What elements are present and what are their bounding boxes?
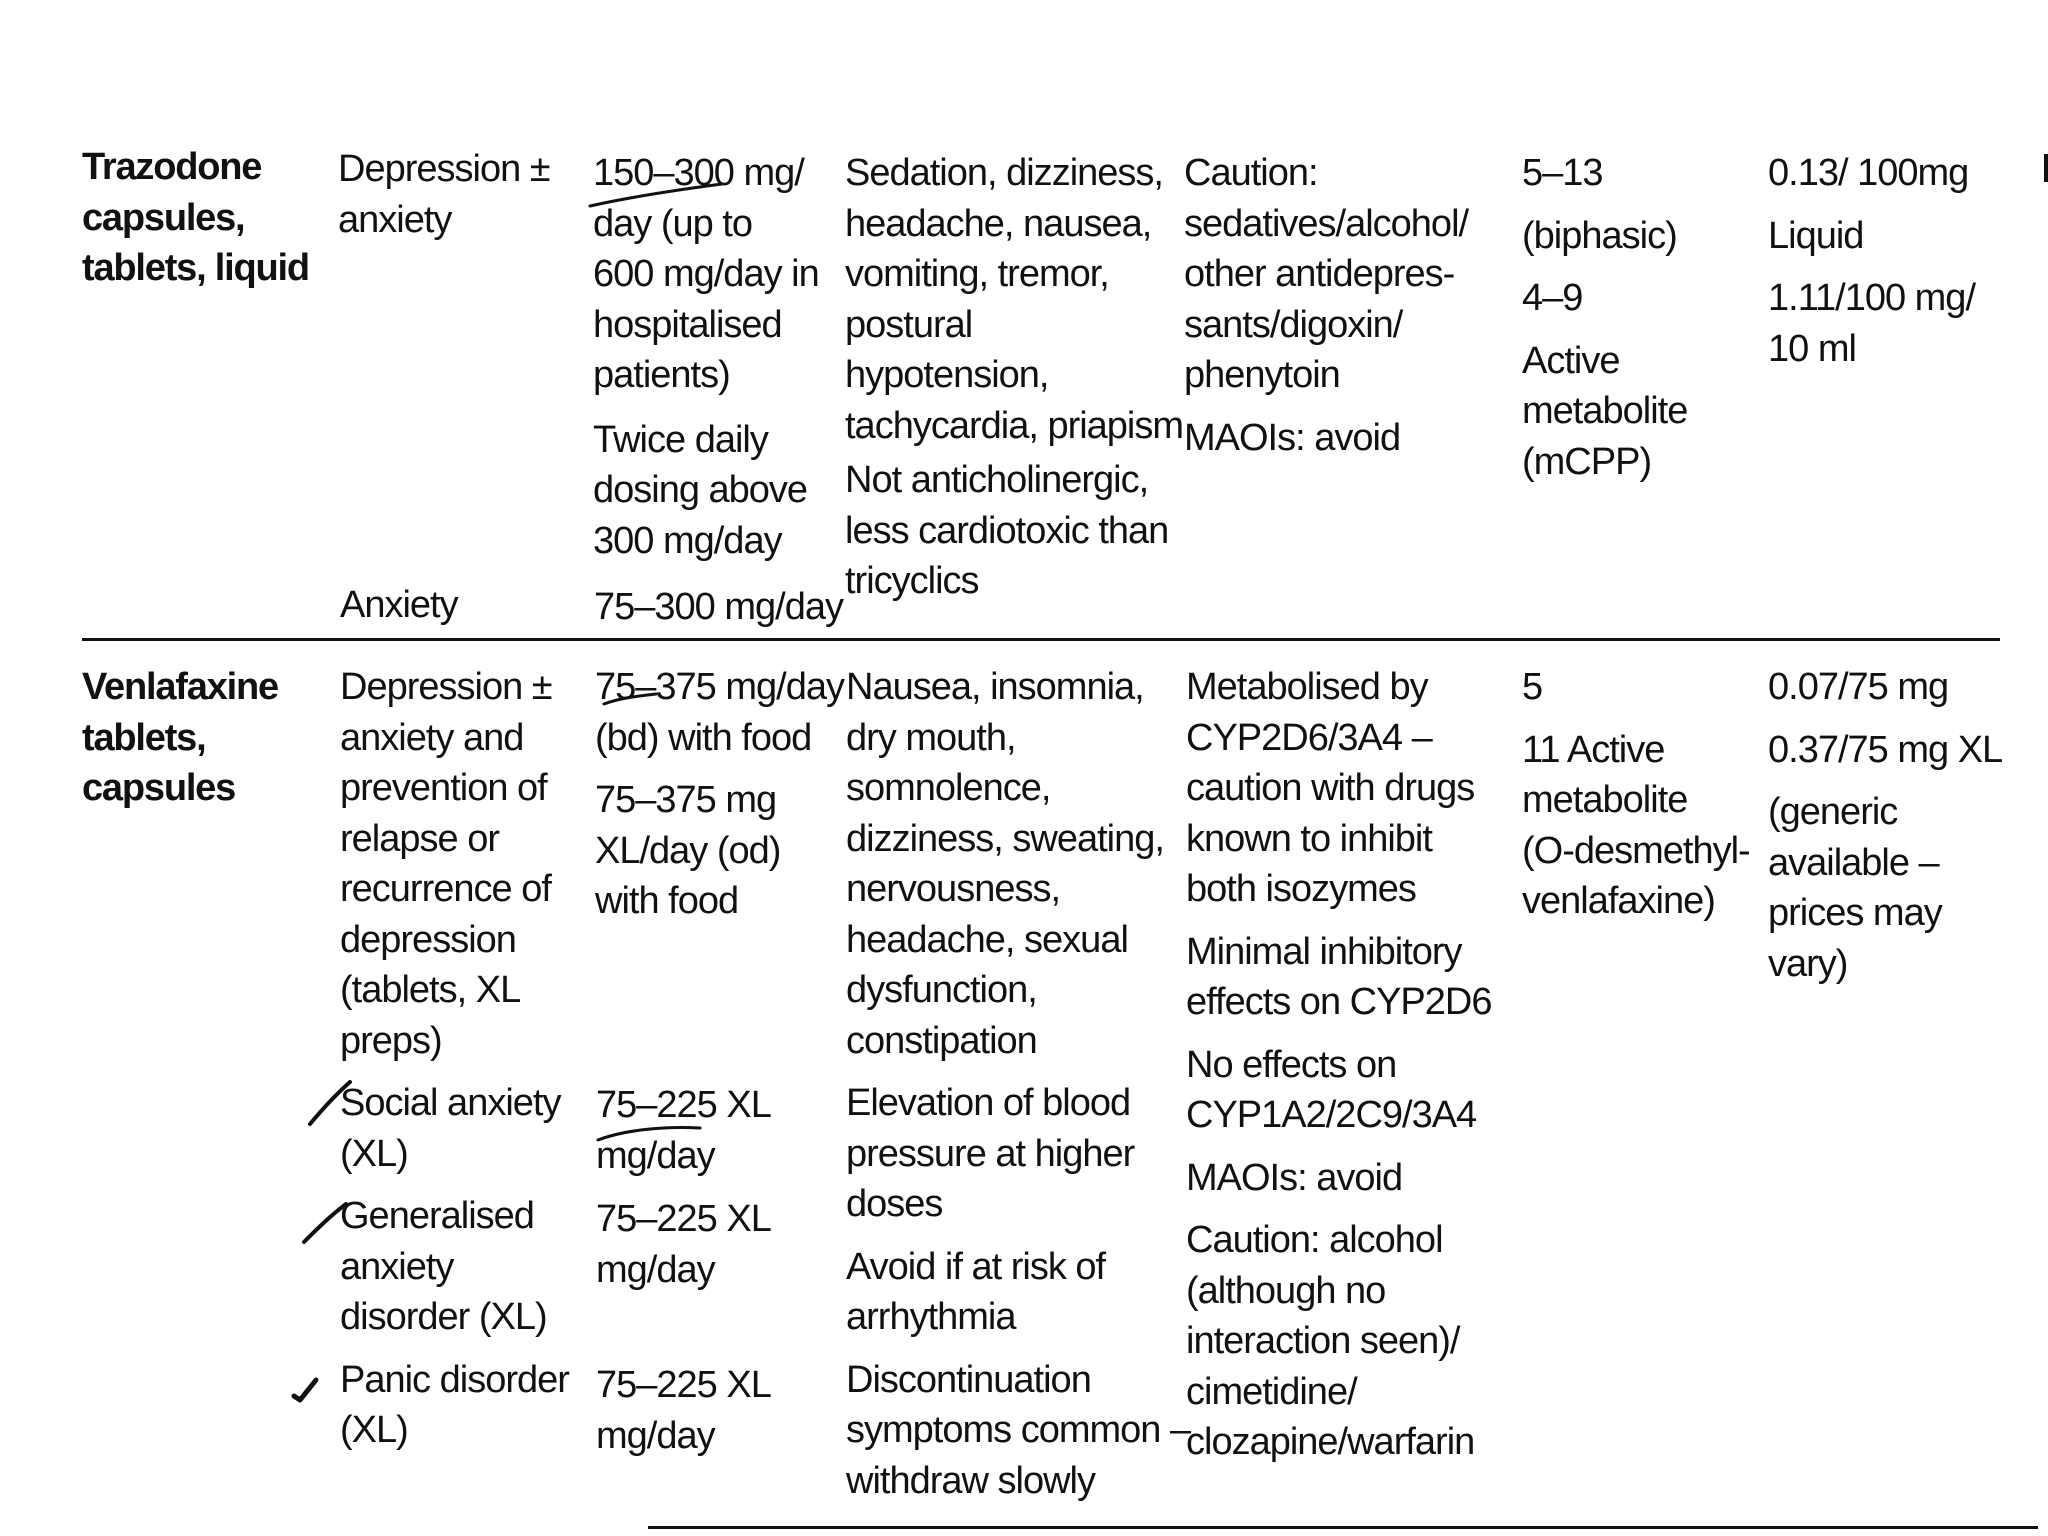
indication-line: Depression ± bbox=[340, 666, 552, 708]
drug-line: tablets, liquid bbox=[82, 247, 309, 289]
side-effect-line: Nausea, insomnia, bbox=[846, 666, 1144, 708]
indication-line: Anxiety bbox=[340, 584, 458, 626]
handwritten-overline-mgday bbox=[594, 1124, 704, 1144]
side-effect-line: arrhythmia bbox=[846, 1296, 1016, 1338]
handwritten-overline-bd bbox=[600, 692, 660, 708]
indication-line: anxiety and bbox=[340, 716, 524, 759]
dose-line: 75–225 XL bbox=[596, 1198, 771, 1240]
interaction-line: CYP2D6/3A4 – bbox=[1186, 716, 1432, 759]
half-life-line: venlafaxine) bbox=[1522, 880, 1715, 922]
indication-line: (XL) bbox=[340, 1409, 408, 1451]
indication-anxiety bbox=[340, 580, 458, 631]
cost-line: available – bbox=[1768, 841, 1939, 884]
drug-line: capsules bbox=[82, 767, 236, 809]
dose-anxiety bbox=[594, 582, 843, 633]
side-effect-line: somnolence, bbox=[846, 767, 1051, 809]
cost-line: 0.37/75 mg XL bbox=[1768, 728, 2003, 771]
indication-line: Generalised bbox=[340, 1195, 534, 1237]
half-life-cell bbox=[1522, 662, 1750, 927]
side-effect-line: tachycardia, priapism bbox=[845, 404, 1184, 447]
dose-line: patients) bbox=[593, 354, 730, 396]
interaction-line: interaction seen)/ bbox=[1186, 1320, 1460, 1362]
indication-cell bbox=[340, 662, 569, 1456]
indication-line: recurrence of bbox=[340, 868, 551, 910]
interaction-line: effects on CYP2D6 bbox=[1186, 981, 1492, 1023]
side-effect-line: Discontinuation bbox=[846, 1358, 1091, 1401]
side-effect-line: Elevation of blood bbox=[846, 1082, 1131, 1124]
table-bottom-rule bbox=[648, 1526, 2038, 1529]
side-effect-line: Not anticholinergic, bbox=[845, 459, 1149, 501]
half-life-line: metabolite bbox=[1522, 779, 1688, 821]
side-effect-line: constipation bbox=[846, 1019, 1037, 1062]
indication-line: relapse or bbox=[340, 817, 499, 860]
side-effect-line: postural bbox=[845, 303, 973, 346]
indication-line: Social anxiety bbox=[340, 1082, 561, 1124]
side-effect-line: vomiting, tremor, bbox=[845, 253, 1109, 295]
dose-panic-disorder bbox=[596, 1360, 771, 1461]
drug-name-venlafaxine bbox=[82, 662, 278, 814]
tick-mark-panic-disorder bbox=[290, 1374, 320, 1404]
dose-cell bbox=[593, 148, 819, 566]
row-divider bbox=[82, 638, 2000, 641]
cost-cell bbox=[1768, 148, 1975, 374]
indication-line: (XL) bbox=[340, 1132, 408, 1175]
dose-line: hospitalised bbox=[593, 303, 782, 346]
indication-line: anxiety bbox=[338, 198, 452, 241]
dose-line: Twice daily bbox=[593, 418, 768, 461]
side-effect-line: symptoms common – bbox=[846, 1409, 1191, 1451]
half-life-line: 11 Active bbox=[1522, 728, 1665, 771]
interaction-line: Caution: bbox=[1184, 152, 1318, 194]
dose-line: 75–225 XL bbox=[596, 1364, 771, 1406]
interaction-line: cimetidine/ bbox=[1186, 1370, 1357, 1413]
interaction-line: phenytoin bbox=[1184, 354, 1340, 396]
indication-line: Depression ± bbox=[338, 148, 550, 190]
side-effect-line: less cardiotoxic than bbox=[845, 509, 1169, 552]
dose-line: (bd) with food bbox=[595, 716, 812, 759]
cost-line: (generic bbox=[1768, 791, 1898, 833]
interaction-line: known to inhibit bbox=[1186, 817, 1432, 860]
dose-line: 75–375 mg bbox=[595, 779, 777, 821]
half-life-line: metabolite bbox=[1522, 390, 1688, 432]
dose-line: mg/day bbox=[596, 1134, 715, 1177]
cost-line: vary) bbox=[1768, 942, 1848, 985]
interaction-line: caution with drugs bbox=[1186, 767, 1475, 809]
side-effect-line: doses bbox=[846, 1183, 943, 1225]
side-effect-line: Avoid if at risk of bbox=[846, 1245, 1106, 1288]
interactions-cell bbox=[1184, 148, 1468, 463]
interaction-line: CYP1A2/2C9/3A4 bbox=[1186, 1094, 1477, 1136]
interaction-line: other antidepres- bbox=[1184, 253, 1455, 295]
interaction-line: both isozymes bbox=[1186, 868, 1416, 910]
dose-line: mg/day bbox=[596, 1248, 715, 1291]
indication-line: prevention of bbox=[340, 767, 547, 809]
dose-generalised-anxiety bbox=[596, 1194, 771, 1295]
interaction-line: Caution: alcohol bbox=[1186, 1219, 1443, 1261]
half-life-line: (mCPP) bbox=[1522, 440, 1652, 483]
indication-line: disorder (XL) bbox=[340, 1296, 547, 1338]
drug-line: tablets, bbox=[82, 716, 206, 759]
interaction-line: Minimal inhibitory bbox=[1186, 930, 1462, 973]
half-life-line: 5–13 bbox=[1522, 152, 1603, 194]
cost-line: 0.13/ 100mg bbox=[1768, 152, 1969, 194]
cost-line: 10 ml bbox=[1768, 327, 1856, 370]
half-life-line: Active bbox=[1522, 339, 1620, 382]
drug-line: Venlafaxine bbox=[82, 666, 278, 708]
drug-line: Trazodone bbox=[82, 146, 262, 188]
cost-line: Liquid bbox=[1768, 214, 1864, 257]
side-effect-line: dry mouth, bbox=[846, 716, 1016, 759]
indication-line: depression bbox=[340, 918, 516, 961]
side-effect-line: Sedation, dizziness, bbox=[845, 152, 1163, 194]
side-effect-line: tricyclics bbox=[845, 560, 979, 602]
dose-line: XL/day (od) bbox=[595, 829, 781, 872]
interaction-line: No effects on bbox=[1186, 1043, 1397, 1086]
side-effect-line: dizziness, sweating, bbox=[846, 817, 1164, 860]
side-effect-line: withdraw slowly bbox=[846, 1459, 1095, 1502]
half-life-line: 4–9 bbox=[1522, 277, 1583, 319]
interactions-cell bbox=[1186, 662, 1491, 1468]
half-life-cell bbox=[1522, 148, 1687, 487]
edge-mark bbox=[2044, 154, 2048, 182]
interaction-line: sants/digoxin/ bbox=[1184, 303, 1403, 346]
side-effects-cell bbox=[846, 662, 1190, 1506]
side-effect-line: hypotension, bbox=[845, 354, 1049, 396]
interaction-line: MAOIs: avoid bbox=[1184, 416, 1401, 459]
side-effect-line: dysfunction, bbox=[846, 969, 1037, 1011]
indication-cell bbox=[338, 144, 550, 245]
indication-line: Panic disorder bbox=[340, 1358, 569, 1401]
dose-line: 75–375 mg/day bbox=[595, 666, 844, 708]
interaction-line: sedatives/alcohol/ bbox=[1184, 202, 1469, 245]
handwritten-underline-day bbox=[586, 180, 726, 210]
side-effect-line: headache, sexual bbox=[846, 918, 1128, 961]
dose-line: with food bbox=[595, 880, 739, 922]
half-life-line: (biphasic) bbox=[1522, 214, 1677, 257]
interaction-line: clozapine/warfarin bbox=[1186, 1421, 1475, 1463]
dose-line: mg/day bbox=[596, 1414, 715, 1457]
half-life-line: (O-desmethyl- bbox=[1522, 829, 1750, 872]
dose-line: 150–300 mg/ bbox=[593, 152, 804, 194]
interaction-line: Metabolised by bbox=[1186, 666, 1428, 708]
cost-line: 0.07/75 mg bbox=[1768, 666, 1949, 708]
cost-line: prices may bbox=[1768, 892, 1942, 934]
tick-mark-social-anxiety bbox=[306, 1078, 354, 1128]
interaction-line: MAOIs: avoid bbox=[1186, 1156, 1403, 1199]
cost-line: 1.11/100 mg/ bbox=[1768, 277, 1976, 319]
interaction-line: (although no bbox=[1186, 1269, 1386, 1312]
dose-line: 75–300 mg/day bbox=[594, 586, 843, 628]
indication-line: (tablets, XL bbox=[340, 969, 521, 1011]
half-life-line: 5 bbox=[1522, 666, 1543, 708]
cost-cell bbox=[1768, 662, 2002, 989]
dose-line: 600 mg/day in bbox=[593, 253, 819, 295]
dose-line: dosing above bbox=[593, 469, 808, 511]
side-effect-line: nervousness, bbox=[846, 868, 1061, 910]
side-effect-line: headache, nausea, bbox=[845, 202, 1152, 245]
dose-line: 300 mg/day bbox=[593, 519, 782, 562]
indication-line: anxiety bbox=[340, 1245, 454, 1288]
dose-line: 75–225 XL bbox=[596, 1084, 771, 1126]
drug-line: capsules, bbox=[82, 196, 245, 239]
side-effects-cell bbox=[845, 148, 1183, 607]
tick-mark-generalised-anxiety bbox=[300, 1200, 350, 1246]
indication-line: preps) bbox=[340, 1019, 442, 1062]
drug-name-trazodone bbox=[82, 142, 309, 294]
side-effect-line: pressure at higher bbox=[846, 1132, 1135, 1175]
dose-line: day (up to bbox=[593, 202, 752, 245]
